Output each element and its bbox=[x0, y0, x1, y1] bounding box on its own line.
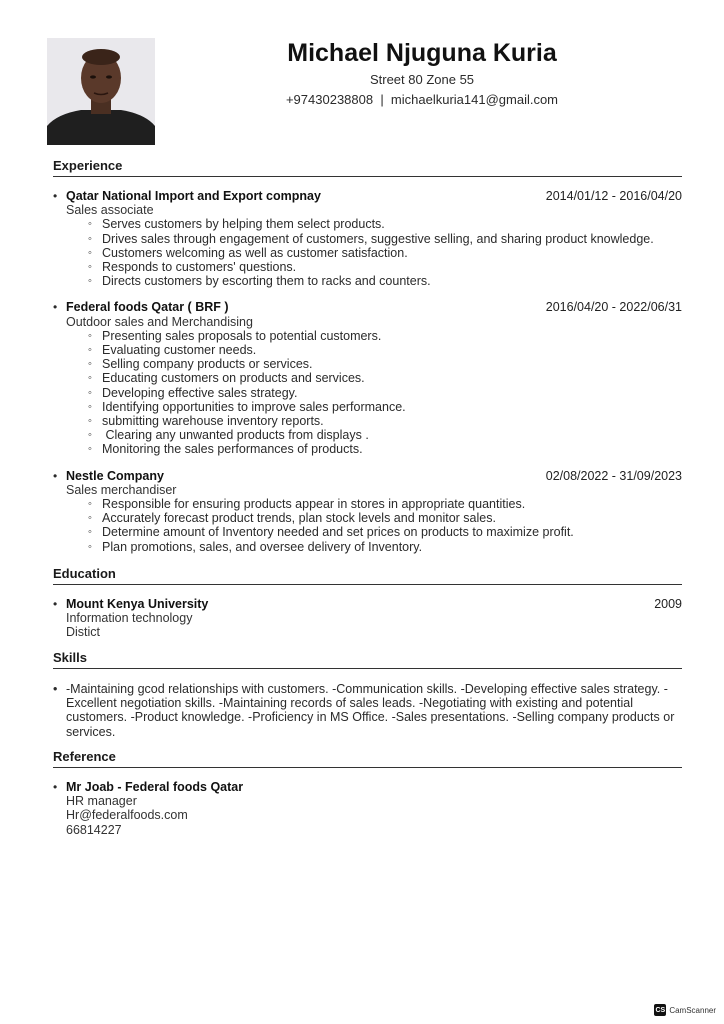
resume-header bbox=[160, 38, 684, 108]
education-entry bbox=[53, 597, 682, 640]
address: Street 80 Zone 55 bbox=[369, 72, 475, 87]
job-entry bbox=[53, 469, 682, 554]
study-grade: Distict bbox=[66, 625, 101, 640]
job-role: Sales associate bbox=[66, 203, 154, 218]
task-item: ◦ Selling company products or services. bbox=[88, 357, 682, 371]
reference-name: • Mr Joab - Federal foods Qatar bbox=[66, 780, 244, 794]
camscanner-watermark bbox=[654, 1004, 716, 1016]
school-name: • Mount Kenya University bbox=[66, 597, 209, 611]
job-company: • Nestle Company bbox=[66, 468, 164, 483]
task-item: ◦ Responsible for ensuring products appear in stores in appropriate quantities. bbox=[88, 497, 682, 511]
camscanner-logo-icon: CS bbox=[654, 1004, 666, 1016]
reference-entry bbox=[53, 780, 682, 837]
reference-section bbox=[53, 749, 682, 837]
job-company: • Federal foods Qatar ( BRF ) bbox=[66, 300, 229, 315]
job-entry bbox=[53, 300, 682, 456]
task-item: ◦ submitting warehouse inventory reports. bbox=[88, 414, 682, 428]
section-title-education: Education bbox=[53, 566, 682, 585]
task-item: ◦ Accurately forecast product trends, plan stock levels and monitor sales. bbox=[88, 511, 682, 525]
task-item: ◦ Customers welcoming as well as customer satisfaction. bbox=[88, 246, 682, 260]
task-list bbox=[66, 329, 682, 457]
profile-photo bbox=[47, 38, 155, 145]
task-item: ◦ Directs customers by escorting them to racks and counters. bbox=[88, 274, 682, 288]
task-item: ◦ Clearing any unwanted products from displays . bbox=[88, 428, 682, 442]
task-item: ◦ Drives sales through engagement of customers, suggestive selling, and sharing product knowledge. bbox=[88, 232, 682, 246]
reference-email: Hr@federalfoods.com bbox=[66, 808, 188, 823]
reference-phone: 66814227 bbox=[66, 822, 122, 837]
experience-section bbox=[53, 158, 682, 554]
task-item: ◦ Evaluating customer needs. bbox=[88, 343, 682, 357]
task-item: ◦ Presenting sales proposals to potential customers. bbox=[88, 329, 682, 343]
study-field: Information technology bbox=[66, 611, 193, 626]
contact-line: +97430238808 | michaelkuria141@gmail.com bbox=[285, 92, 559, 107]
task-item: ◦ Responds to customers' questions. bbox=[88, 260, 682, 274]
task-item: ◦ Educating customers on products and services. bbox=[88, 371, 682, 385]
education-section bbox=[53, 566, 682, 640]
task-item: ◦ Plan promotions, sales, and oversee delivery of Inventory. bbox=[88, 540, 682, 554]
job-dates: 02/08/2022 - 31/09/2023 bbox=[545, 468, 682, 483]
job-dates: 2014/01/12 - 2016/04/20 bbox=[545, 189, 682, 203]
job-dates: 2016/04/20 - 2022/06/31 bbox=[545, 300, 682, 315]
watermark-text: CamScanner bbox=[669, 1005, 716, 1015]
skills-section bbox=[53, 650, 682, 739]
task-item: ◦ Identifying opportunities to improve sales performance. bbox=[88, 400, 682, 414]
candidate-name: Michael Njuguna Kuria bbox=[287, 39, 557, 67]
reference-role: HR manager bbox=[66, 794, 137, 809]
task-item: ◦ Determine amount of Inventory needed and set prices on products to maximize profit. bbox=[88, 525, 682, 539]
job-entry bbox=[53, 189, 682, 288]
section-title-skills: Skills bbox=[53, 650, 682, 669]
job-company: • Qatar National Import and Export compnay bbox=[66, 189, 321, 203]
task-list bbox=[66, 497, 682, 554]
section-title-experience: Experience bbox=[53, 158, 682, 177]
task-list bbox=[66, 217, 682, 288]
graduation-year: 2009 bbox=[654, 597, 682, 611]
task-item: ◦ Monitoring the sales performances of products. bbox=[88, 442, 682, 456]
job-role: Sales merchandiser bbox=[66, 482, 177, 497]
task-item: ◦ Serves customers by helping them select products. bbox=[88, 217, 682, 231]
task-item: ◦ Developing effective sales strategy. bbox=[88, 386, 682, 400]
section-title-reference: Reference bbox=[53, 749, 682, 768]
job-role: Outdoor sales and Merchandising bbox=[66, 314, 253, 329]
skills-text: • -Maintaining gcod relationships with customers. -Communication skills. -Developing effective sales strategy. -Excellent negotiation skills. -Maintaining records of sales leads. -Negotiating with existing and potential customers. -Product knowledge. -Proficiency in MS Office. -Sales presentations. -Selling company products or services. bbox=[53, 682, 682, 739]
